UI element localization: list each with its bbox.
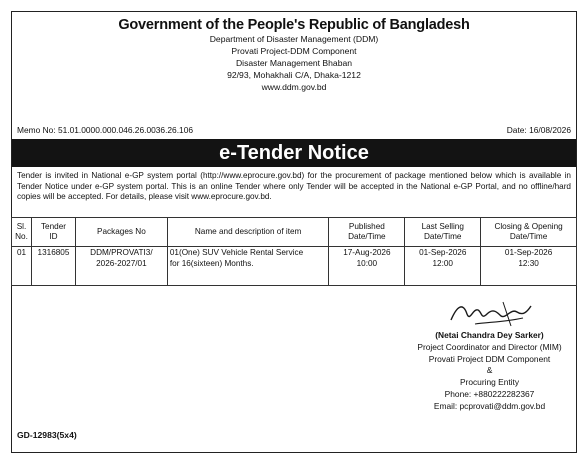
signatory-ampersand: & (486, 365, 493, 376)
col-header-closing-opening: Closing & Opening Date/Time (481, 218, 577, 247)
cell-tender-id: 1316805 (31, 247, 75, 286)
signature-block (392, 292, 587, 413)
signatory-component: Provati Project DDM Component (428, 353, 551, 364)
table-row (12, 247, 577, 286)
cell-closing-opening: 01-Sep-2026 12:30 (481, 247, 577, 286)
building-line: Disaster Management Bhaban (235, 58, 353, 68)
government-title: Government of the People's Republic of Bangladesh (118, 17, 470, 33)
col-header-last-selling: Last Selling Date/Time (405, 218, 481, 247)
col-header-package: Packages No (75, 218, 167, 247)
tender-table (11, 217, 577, 286)
notice-title-bar: e-Tender Notice (12, 139, 576, 167)
col-header-tender-id: Tender ID (31, 218, 75, 247)
intro-paragraph: Tender is invited in National e-GP system portal (http://www.eprocure.gov.bd) for the procurement of package mentioned below which is available in Tender Notice under e-GP system portal. This is an online Tender where only Tender will be accepted in the National e-GP Portal, and no offline/hard copies will be accepted. For details, please visit www.eprocure.gov.bd. (17, 171, 571, 201)
department-line: Department of Disaster Management (DDM) (209, 34, 379, 44)
tender-notice (11, 11, 577, 453)
col-header-published: Published Date/Time (329, 218, 405, 247)
footer-code: GD-12983(5x4) (17, 430, 77, 440)
website-line: www.ddm.gov.bd (261, 82, 327, 92)
notice-header (12, 17, 576, 93)
cell-published: 17-Aug-2026 10:00 (329, 247, 405, 286)
memo-row (17, 125, 571, 135)
table-header-row (12, 218, 577, 247)
handwritten-signature (392, 292, 587, 330)
cell-sl: 01 (12, 247, 32, 286)
signatory-phone: Phone: +880222282367 (444, 388, 535, 399)
signatory-name: (Netai Chandra Dey Sarker) (435, 330, 544, 340)
address-line: 92/93, Mohakhali C/A, Dhaka-1212 (227, 70, 361, 80)
col-header-description: Name and description of item (167, 218, 329, 247)
signature-scribble (445, 292, 535, 330)
cell-last-selling: 01-Sep-2026 12:00 (405, 247, 481, 286)
signatory-role: Procuring Entity (459, 377, 520, 388)
col-header-sl: Sl. No. (12, 218, 32, 247)
project-line: Provati Project-DDM Component (231, 46, 357, 56)
signatory-email: Email: pcprovati@ddm.gov.bd (433, 400, 546, 411)
memo-date: Date: 16/08/2026 (506, 125, 571, 135)
cell-description: 01(One) SUV Vehicle Rental Service for 16(sixteen) Months. (167, 247, 329, 286)
signatory-designation: Project Coordinator and Director (MIM) (417, 341, 562, 352)
cell-package: DDM/PROVATI3/ 2026-2027/01 (75, 247, 167, 286)
memo-number: Memo No: 51.01.0000.000.046.26.0036.26.106 (17, 125, 194, 135)
